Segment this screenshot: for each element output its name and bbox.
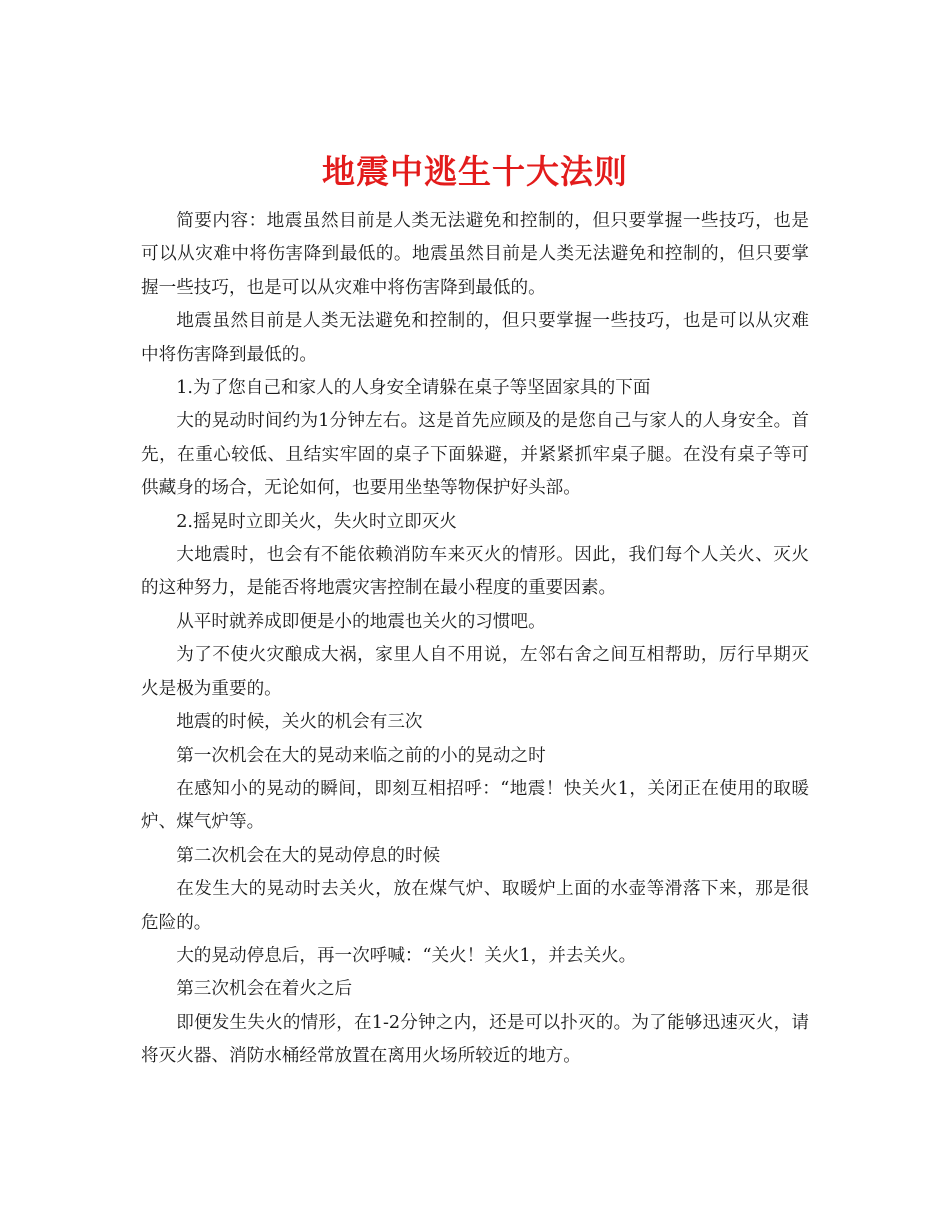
paragraph-summary: 简要内容：地震虽然目前是人类无法避免和控制的，但只要掌握一些技巧，也是可以从灾难中将伤害降到最低的。地震虽然目前是人类无法避免和控制的，但只要掌握一些技巧，也是可以从灾难中将伤害降到最低的。	[141, 211, 809, 298]
section-heading-1: 1.为了您自己和家人的人身安全请躲在桌子等坚固家具的下面	[176, 378, 651, 399]
paragraph: 大的晃动时间约为1分钟左右。这是首先应顾及的是您自己与家人的人身安全。首先，在重心较低、且结实牢固的桌子下面躲避，并紧紧抓牢桌子腿。在没有桌子等可供藏身的场合，无论如何，也要用坐垫等物保护好头部。	[141, 411, 809, 499]
paragraph: 第一次机会在大的晃动来临之前的小的晃动之时	[176, 745, 546, 766]
paragraph: 地震虽然目前是人类无法避免和控制的，但只要掌握一些技巧，也是可以从灾难中将伤害降到最低的。	[141, 311, 809, 365]
paragraph: 第二次机会在大的晃动停息的时候	[176, 845, 441, 866]
paragraph: 在感知小的晃动的瞬间，即刻互相招呼：“地震！快关火1，关闭正在使用的取暖炉、煤气炉等。	[141, 778, 809, 833]
paragraph: 即便发生失火的情形，在1-2分钟之内，还是可以扑灭的。为了能够迅速灭火，请将灭火器、消防水桶经常放置在离用火场所较近的地方。	[141, 1012, 809, 1067]
paragraph: 大的晃动停息后，再一次呼喊：“关火！关火1，并去关火。	[176, 945, 637, 966]
paragraph: 从平时就养成即便是小的地震也关火的习惯吧。	[176, 611, 546, 632]
document-body	[141, 205, 809, 1074]
section-heading-2: 2.摇晃时立即关火，失火时立即灭火	[176, 511, 457, 532]
paragraph: 地震的时候，关火的机会有三次	[176, 712, 423, 733]
paragraph: 为了不使火灾酿成大祸，家里人自不用说，左邻右舍之间互相帮助，厉行早期灭火是极为重要的。	[141, 645, 809, 699]
document-title: 地震中逃生十大法则	[322, 152, 628, 192]
paragraph: 第三次机会在着火之后	[176, 979, 353, 1000]
paragraph: 在发生大的晃动时去关火，放在煤气炉、取暖炉上面的水壶等滑落下来，那是很危险的。	[141, 879, 809, 933]
paragraph: 大地震时，也会有不能依赖消防车来灭火的情形。因此，我们每个人关火、灭火的这种努力，是能否将地震灾害控制在最小程度的重要因素。	[141, 545, 809, 599]
